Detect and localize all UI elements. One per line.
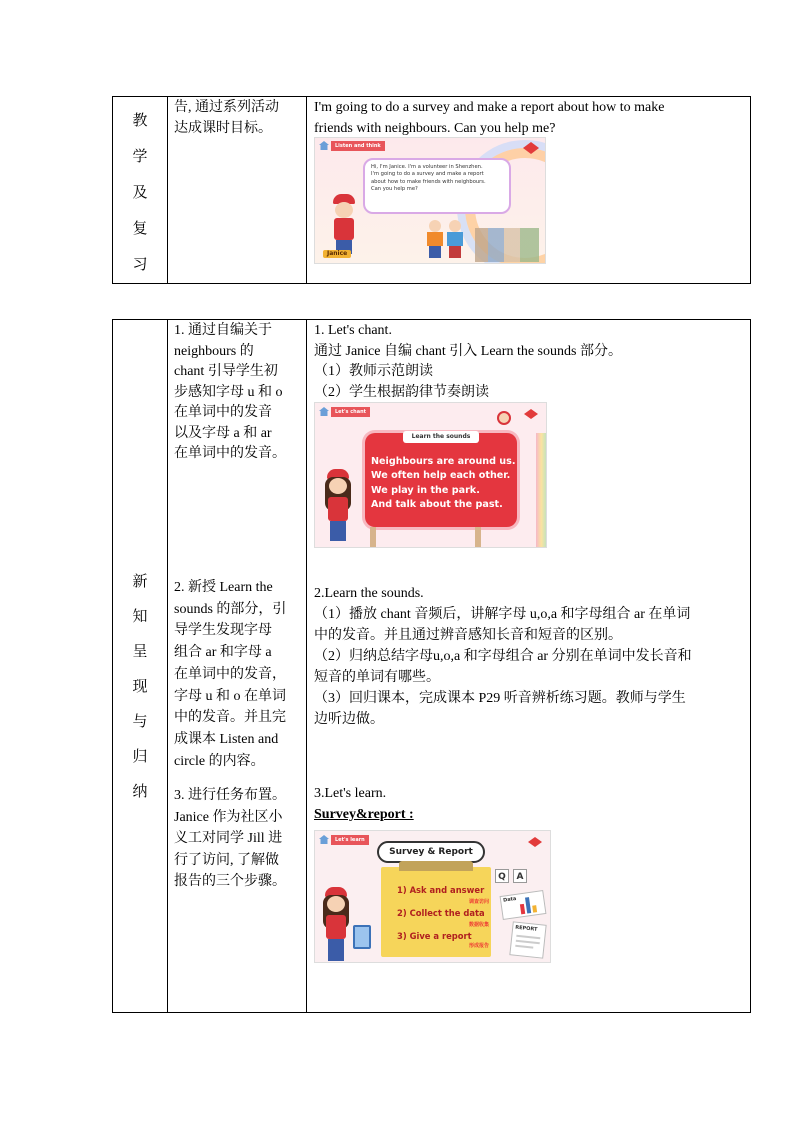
goal-text-3: 3. 进行任务布置。 Janice 作为社区小 义工对同学 Jill 进 行了访问, 了解做 报告的三个步骤。 <box>174 788 286 889</box>
report-doc-icon: REPORT <box>509 921 546 958</box>
board-tab <box>399 861 473 871</box>
logo-icon <box>524 409 538 419</box>
activity-text-review: I'm going to do a survey and make a report about how to make friends with neighbours. Can you help me? <box>314 100 665 136</box>
home-icon <box>319 141 329 150</box>
phase-label-review: 教 学 及 复 习 <box>132 113 148 273</box>
slide-tag: Let's learn <box>331 835 369 845</box>
scene-illustration <box>355 527 505 547</box>
slide-tag: Listen and think <box>331 141 385 151</box>
buildings-illustration <box>475 228 539 262</box>
table-new-knowledge <box>112 319 751 1013</box>
activity-step-2: 2.Learn the sounds. （1）播放 chant 音频后，讲解字母 u,o,a 和字母组合 ar 在单词 中的发音。并且通过辨音感知长音和短音的区别。 （2）归纳总结字母u,o,a 和字母组合 ar 分别在单词中发长音和 短音的单词有哪些。 （3）回归课本，完成课本 P29 听音辨析练习题。教师与学生 边听边做。 <box>314 586 692 727</box>
steps-list: 1) Ask and answer 调查访问 2) Collect the data 数据收集 3) Give a report 形成报告 <box>397 885 489 949</box>
rainbow-decoration <box>536 433 547 548</box>
board-header: Learn the sounds <box>403 431 479 443</box>
slide-listen-and-think <box>314 137 546 264</box>
reporter-icon <box>497 411 511 425</box>
goal-text-2: 2. 新授 Learn the sounds 的部分，引 导学生发现字母 组合 ar 和字母 a 在单词中的发音， 字母 u 和 o 在单词 中的发音。并且完 成课本 Listen and circle 的内容。 <box>174 580 287 769</box>
data-chart-icon: Data <box>500 890 547 920</box>
janice-character <box>321 887 351 963</box>
home-icon <box>319 407 329 416</box>
home-icon <box>319 835 329 844</box>
goal-text-1: 1. 通过自编关于 neighbours 的 chant 引导学生初 步感知字母 u 和 o 在单词中的发音 以及字母 a 和 ar 在单词中的发音。 <box>174 323 286 461</box>
activity-step-3: 3.Let's learn. Survey&report : <box>314 786 414 822</box>
slide-lets-chant <box>314 402 547 548</box>
title-banner: Survey & Report <box>377 841 485 863</box>
qa-icon: Q A <box>495 869 529 885</box>
table-review <box>112 96 751 284</box>
slide-lets-learn <box>314 830 551 963</box>
kids-illustration <box>427 220 467 260</box>
logo-icon <box>528 837 542 847</box>
janice-character <box>323 469 353 545</box>
clipboard-icon <box>353 925 371 949</box>
slide-tag: Let's chant <box>331 407 370 417</box>
chant-text: Neighbours are around us. We often help each other. We play in the park. And talk about the past. <box>371 456 516 511</box>
janice-character <box>329 194 359 256</box>
name-tag: Janice <box>323 250 351 258</box>
speech-bubble: Hi, I'm Janice. I'm a volunteer in Shenzhen. I'm going to do a survey and make a report about how to make friends with neighbours. Can you help me? <box>363 158 511 214</box>
phase-label-new: 新 知 呈 现 与 归 纳 <box>132 574 148 800</box>
activity-step-1: 1. Let's chant. 通过 Janice 自编 chant 引入 Learn the sounds 部分。 （1）教师示范朗读 （2）学生根据韵律节奏朗读 <box>314 323 622 400</box>
goal-text-review: 告, 通过系列活动 达成课时目标。 <box>174 100 279 136</box>
